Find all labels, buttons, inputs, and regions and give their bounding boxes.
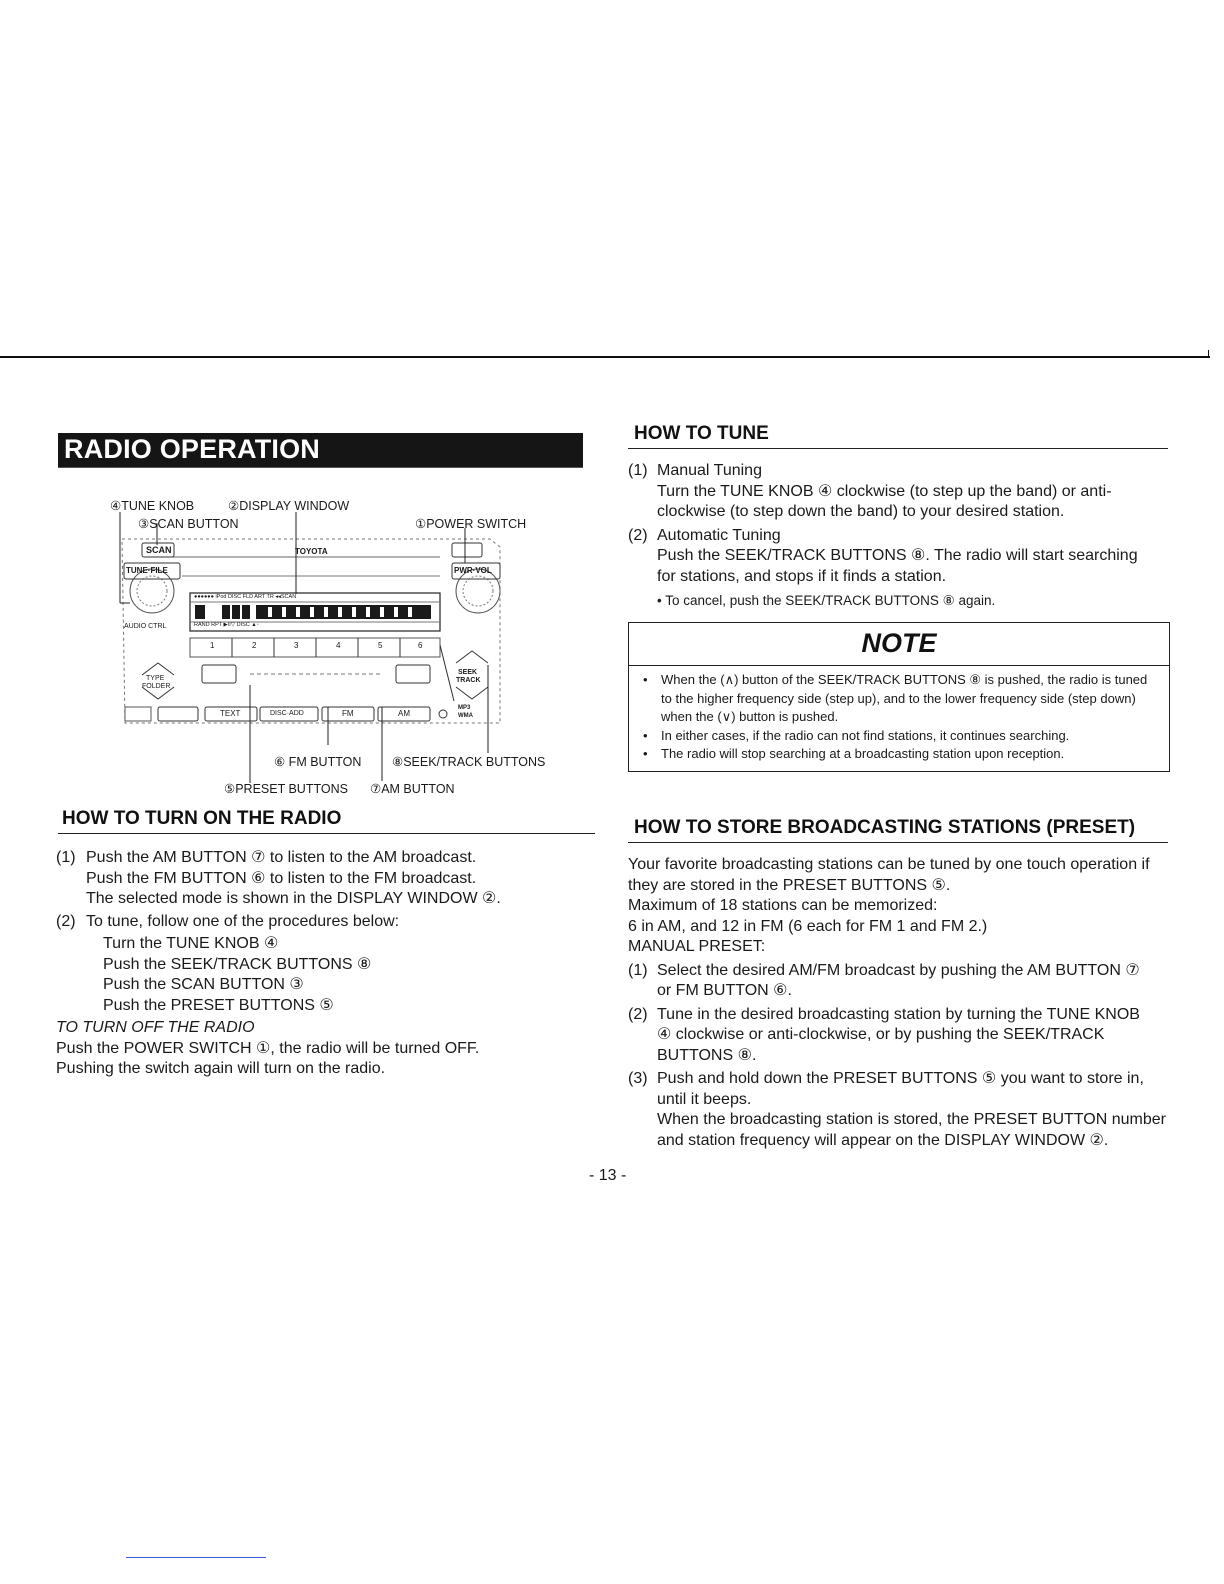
folder-label: FOLDER: [142, 683, 171, 690]
fm-button-label: ⑥ FM BUTTON: [274, 755, 362, 769]
tune-heading-rule: [628, 448, 1168, 449]
tune-heading: HOW TO TUNE: [634, 423, 769, 444]
turn-on-item-1: [56, 848, 596, 910]
display-row-top: ●●●●●● iPod DISC FLD ART TR ◂◂SCAN: [194, 594, 297, 600]
preset-intro-line: 6 in AM, and 12 in FM (6 each for FM 1 and FM 2.): [628, 917, 988, 935]
tune-item-1: [628, 461, 1168, 523]
procedure-item: Push the PRESET BUTTONS ⑤: [103, 996, 334, 1014]
preset-item-1-num: (1): [628, 961, 648, 979]
top-rule-tick: [1208, 350, 1209, 358]
turn-on-item-2-line-1: To tune, follow one of the procedures below:: [86, 912, 400, 930]
tune-item-1-num: (1): [628, 462, 648, 479]
pwr-vol-label: PWR·VOL: [454, 566, 492, 575]
page-number: - 13 -: [589, 1167, 627, 1184]
preset-item-2-num: (2): [628, 1005, 648, 1023]
preset-item-1: [628, 961, 1173, 1002]
preset-3: 3: [294, 641, 299, 650]
preset-item-3: [628, 1069, 1173, 1151]
note-item: • In either cases, if the radio can not find stations, it continues searching.: [643, 727, 1070, 743]
preset-item-1-line: or FM BUTTON ⑥.: [657, 982, 792, 999]
procedure-item: Turn the TUNE KNOB ④: [103, 935, 279, 952]
track-label: TRACK: [456, 677, 481, 684]
procedure-item: Push the SCAN BUTTON ③: [103, 976, 304, 993]
tune-item-2-num: (2): [628, 526, 648, 544]
am-panel-button: AM: [398, 709, 410, 718]
scan-button-label: ③SCAN BUTTON: [138, 517, 239, 531]
tune-item-2-line-1: Push the SEEK/TRACK BUTTONS ⑧. The radio will start searching: [657, 547, 1138, 564]
turn-on-item-1-line-3: The selected mode is shown in the DISPLAY WINDOW ②.: [86, 890, 501, 907]
preset-item-1-line: Select the desired AM/FM broadcast by pushing the AM BUTTON ⑦: [657, 961, 1140, 979]
tune-item-1-title: Manual Tuning: [657, 462, 762, 479]
preset-intro-line: MANUAL PRESET:: [628, 938, 766, 955]
preset-intro-line: they are stored in the PRESET BUTTONS ⑤.: [628, 876, 951, 894]
preset-section: [628, 855, 1173, 1151]
section-title: RADIO OPERATION: [64, 434, 321, 464]
turn-on-list: [56, 848, 596, 1080]
tune-item-1-line-1: Turn the TUNE KNOB ④ clockwise (to step up the band) or anti-: [657, 482, 1112, 500]
turn-off-line-1: Push the POWER SWITCH ①, the radio will be turned OFF.: [56, 1039, 480, 1057]
fm-panel-button: FM: [342, 709, 354, 718]
preset-item-2-line: ④ clockwise or anti-clockwise, or by pushing the SEEK/TRACK: [657, 1026, 1105, 1043]
top-rule: [0, 356, 1210, 358]
preset-heading: HOW TO STORE BROADCASTING STATIONS (PRESET): [634, 817, 1136, 838]
wma-logo: WMA: [458, 713, 473, 719]
preset-5: 5: [378, 641, 383, 650]
radio-diagram: [110, 495, 570, 800]
note-box: [628, 622, 1170, 772]
preset-item-3-line: Push and hold down the PRESET BUTTONS ⑤ you want to store in,: [657, 1070, 1144, 1087]
turn-off-line-2: Pushing the switch again will turn on the radio.: [56, 1060, 386, 1077]
audio-ctrl-label: AUDIO CTRL: [124, 623, 167, 630]
note-items: [639, 671, 1159, 764]
tune-list: [628, 461, 1168, 612]
preset-2: 2: [252, 641, 257, 650]
note-separator: [629, 665, 1169, 666]
preset-intro-line: Your favorite broadcasting stations can be tuned by one touch operation if: [628, 856, 1150, 873]
section-title-bar: [58, 433, 583, 468]
procedure-list: [56, 934, 596, 1016]
turn-on-heading: HOW TO TURN ON THE RADIO: [62, 808, 342, 829]
text-panel-button: TEXT: [220, 709, 241, 718]
mp3-logo: MP3: [458, 705, 471, 711]
am-button-label: ⑦AM BUTTON: [370, 782, 455, 796]
preset-6: 6: [418, 641, 423, 650]
preset-item-3-line: and station frequency will appear on the DISPLAY WINDOW ②.: [657, 1131, 1109, 1149]
note-item: • When the (∧) button of the SEEK/TRACK BUTTONS ⑧ is pushed, the radio is tuned to the higher frequency side (step up), and to the lower frequency side (step down) when the (∨) button is pushed.: [643, 672, 1148, 724]
preset-intro-line: Maximum of 18 stations can be memorized:: [628, 897, 938, 914]
preset-item-3-line: When the broadcasting station is stored, the PRESET BUTTON number: [657, 1111, 1166, 1128]
turn-on-item-2: [56, 912, 596, 933]
note-title: NOTE: [861, 628, 937, 658]
tune-item-2-title: Automatic Tuning: [657, 526, 781, 544]
seek-label: SEEK: [458, 669, 478, 676]
turn-on-item-1-line-1: Push the AM BUTTON ⑦ to listen to the AM broadcast.: [86, 849, 477, 866]
tune-item-1-line-2: clockwise (to step down the band) to your desired station.: [657, 503, 1065, 520]
disc-panel-button: DISC·ADD: [270, 710, 304, 717]
tune-file-label: TUNE·FILE: [126, 566, 168, 575]
brand-label: TOYOTA: [295, 547, 328, 556]
preset-buttons-label: ⑤PRESET BUTTONS: [224, 782, 348, 796]
preset-item-2-line: BUTTONS ⑧.: [657, 1046, 757, 1064]
display-row-bottom: RAND RPT ▶II▽ DISC ▲◦: [194, 622, 259, 628]
bottom-rule: [126, 1557, 266, 1558]
tune-item-2: [628, 526, 1168, 588]
power-switch-label: ①POWER SWITCH: [415, 517, 527, 531]
scan-panel-button: SCAN: [146, 545, 172, 555]
seek-track-buttons-label: ⑧SEEK/TRACK BUTTONS: [392, 755, 546, 769]
preset-heading-rule: [628, 842, 1168, 843]
preset-item-2: [628, 1005, 1173, 1067]
display-window-label: ②DISPLAY WINDOW: [228, 499, 350, 513]
type-label: TYPE: [146, 675, 165, 682]
preset-4: 4: [336, 641, 341, 650]
turn-on-heading-rule: [58, 833, 595, 834]
procedure-item: Push the SEEK/TRACK BUTTONS ⑧: [103, 955, 372, 973]
tune-knob-label: ④TUNE KNOB: [110, 499, 195, 513]
note-item: • The radio will stop searching at a broadcasting station upon reception.: [643, 746, 1065, 761]
turn-on-item-1-line-2: Push the FM BUTTON ⑥ to listen to the FM broadcast.: [86, 869, 477, 887]
preset-item-3-line: until it beeps.: [657, 1090, 752, 1108]
turn-off-heading: TO TURN OFF THE RADIO: [56, 1019, 255, 1036]
preset-1: 1: [210, 641, 215, 650]
tune-item-2-line-2: for stations, and stops if it finds a station.: [657, 567, 947, 585]
preset-item-2-line: Tune in the desired broadcasting station by turning the TUNE KNOB: [657, 1005, 1140, 1023]
turn-on-item-1-num: (1): [56, 849, 76, 866]
turn-on-item-2-num: (2): [56, 912, 76, 930]
tune-cancel-note: • To cancel, push the SEEK/TRACK BUTTONS ⑧ again.: [657, 593, 996, 608]
preset-item-3-num: (3): [628, 1070, 648, 1087]
